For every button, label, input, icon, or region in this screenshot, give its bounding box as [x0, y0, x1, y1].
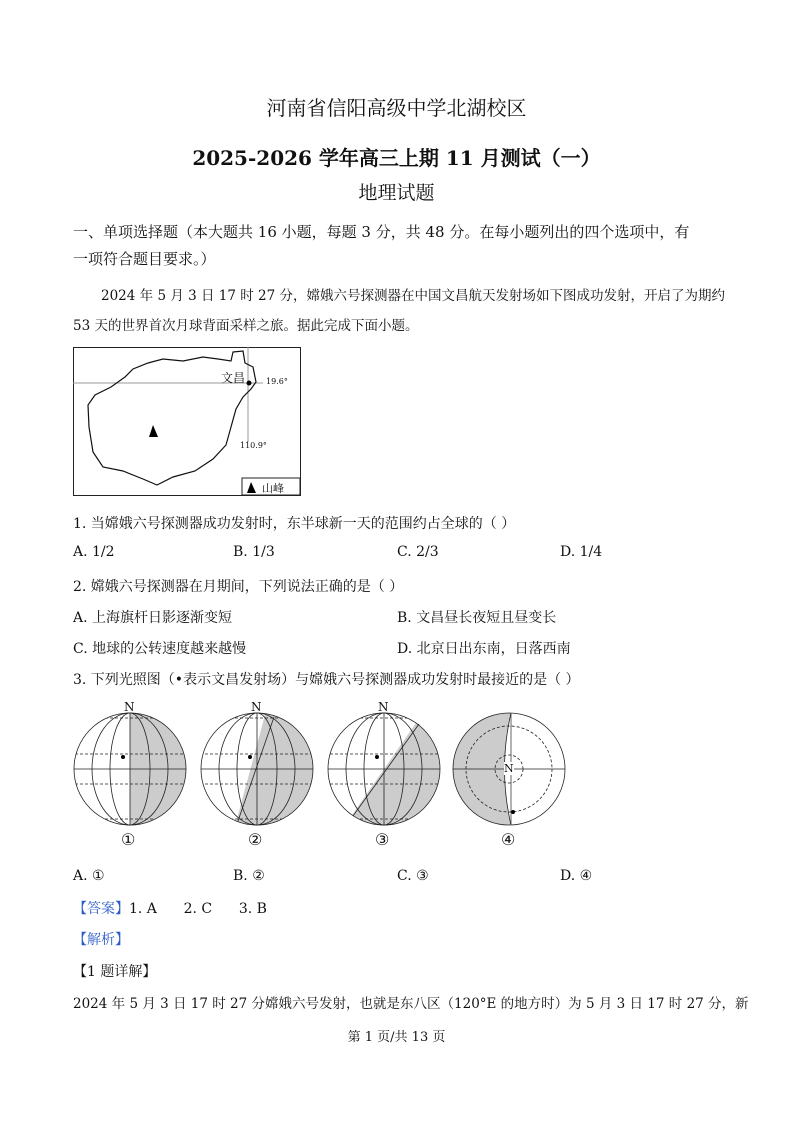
q3-option-a: A. ① [73, 868, 105, 884]
q1-detail-label: 【1 题详解】 [73, 964, 157, 980]
answer-label: 【答案】 [73, 901, 129, 917]
passage-line-2: 53 天的世界首次月球背面采样之旅。据此完成下面小题。 [73, 318, 419, 334]
q1-option-b: B. 1/3 [233, 544, 275, 560]
north-label-2: N [251, 700, 262, 714]
school-title: 河南省信阳高级中学北湖校区 [266, 96, 527, 120]
legend-label: 山峰 [262, 482, 284, 495]
answer-text: 1. A 2. C 3. B [129, 901, 267, 917]
lat-label: 19.6° [266, 377, 288, 386]
north-label-4: N [504, 762, 514, 775]
globe-3 [320, 710, 460, 830]
q2-option-a: A. 上海旗杆日影逐渐变短 [73, 610, 233, 626]
city-label: 文昌 [221, 371, 246, 385]
subject-title: 地理试题 [358, 182, 435, 204]
lon-label: 110.9° [240, 441, 267, 450]
analysis-text: 2024 年 5 月 3 日 17 时 27 分嫦娥六号发射，也就是东八区（120°E 的地方时）为 5 月 3 日 17 时 27 分，新 [73, 996, 749, 1012]
exam-title: 2025-2026 学年高三上期 11 月测试（一） [192, 146, 601, 170]
q2-option-d: D. 北京日出东南，日落西南 [397, 641, 571, 657]
section-line-1: 一、单项选择题（本大题共 16 小题，每题 3 分，共 48 分。在每小题列出的四个选项中，有 [73, 223, 690, 241]
figure-label-1: ① [121, 830, 136, 849]
q2-stem: 2. 嫦娥六号探测器在月期间，下列说法正确的是（ ） [73, 579, 404, 595]
globe-4 [440, 713, 565, 825]
section-line-2: 一项符合题目要求。） [73, 250, 216, 268]
q2-option-b: B. 文昌昼长夜短且昼变长 [397, 610, 557, 626]
q1-stem: 1. 当嫦娥六号探测器成功发射时，东半球新一天的范围约占全球的（ ） [73, 516, 516, 532]
analysis-label: 【解析】 [73, 932, 129, 948]
q2-option-c: C. 地球的公转速度越来越慢 [73, 641, 247, 657]
globe-1 [60, 700, 200, 830]
q3-option-b: B. ② [233, 868, 265, 884]
hainan-map [73, 347, 301, 496]
q3-stem: 3. 下列光照图（•表示文昌发射场）与嫦娥六号探测器成功发射时最接近的是（ ） [73, 672, 580, 688]
figure-label-4: ④ [501, 830, 516, 849]
north-label-1: N [124, 700, 135, 714]
page-footer: 第 1 页/共 13 页 [347, 1030, 446, 1045]
answer-line [73, 898, 267, 918]
q3-option-c: C. ③ [397, 868, 429, 884]
q1-option-c: C. 2/3 [397, 544, 439, 560]
q1-option-d: D. 1/4 [560, 544, 603, 560]
figure-label-3: ③ [375, 830, 390, 849]
q3-option-d: D. ④ [560, 868, 593, 884]
figure-label-2: ② [248, 830, 263, 849]
q1-option-a: A. 1/2 [73, 544, 115, 560]
north-label-3: N [378, 700, 389, 714]
passage-line-1: 2024 年 5 月 3 日 17 时 27 分，嫦娥六号探测器在中国文昌航天发射场如下图成功发射，开启了为期约 [101, 288, 726, 304]
